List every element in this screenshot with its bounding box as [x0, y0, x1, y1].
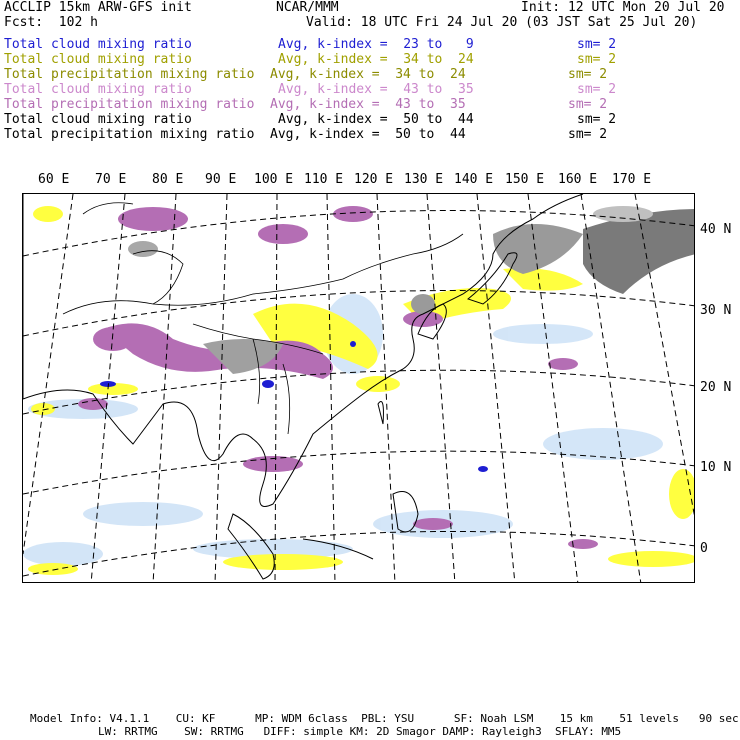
- model-info-line2: LW: RRTMG SW: RRTMG DIFF: simple KM: 2D Smagor DAMP: Rayleigh3 SFLAY: MM5: [98, 725, 622, 738]
- legend-avg: Avg, k-index = 34 to 24: [278, 52, 474, 67]
- lon-label: 170 E: [612, 172, 652, 187]
- lon-label: 160 E: [558, 172, 598, 187]
- model-title: ACCLIP 15km ARW-GFS init: [4, 0, 192, 15]
- lon-label: 130 E: [404, 172, 444, 187]
- lon-label: 60 E: [38, 172, 70, 187]
- legend-avg: Avg, k-index = 50 to 44: [270, 127, 466, 142]
- lon-label: 80 E: [152, 172, 184, 187]
- lat-label: 20 N: [700, 380, 732, 395]
- lat-label: 30 N: [700, 303, 732, 318]
- valid-time: Valid: 18 UTC Fri 24 Jul 20 (03 JST Sat 25 Jul 20): [306, 15, 698, 30]
- legend-avg: Avg, k-index = 34 to 24: [270, 67, 466, 82]
- legend-sm: sm= 2: [577, 82, 617, 97]
- lon-label: 100 E: [254, 172, 294, 187]
- legend-name: Total cloud mixing ratio: [4, 52, 192, 67]
- lat-label: 40 N: [700, 222, 732, 237]
- legend-sm: sm= 2: [577, 52, 617, 67]
- org-title: NCAR/MMM: [276, 0, 339, 15]
- legend-avg: Avg, k-index = 50 to 44: [278, 112, 474, 127]
- legend-name: Total precipitation mixing ratio: [4, 67, 255, 82]
- legend-sm: sm= 2: [577, 37, 617, 52]
- lat-label: 0: [700, 541, 708, 556]
- legend-name: Total cloud mixing ratio: [4, 37, 192, 52]
- lon-label: 110 E: [304, 172, 344, 187]
- lon-label: 70 E: [95, 172, 127, 187]
- legend-name: Total cloud mixing ratio: [4, 112, 192, 127]
- lon-label: 90 E: [205, 172, 237, 187]
- init-time: Init: 12 UTC Mon 20 Jul 20: [521, 0, 725, 15]
- model-info-line1: Model Info: V4.1.1 CU: KF MP: WDM 6class PBL: YSU SF: Noah LSM 15 km 51 levels 90 sec: [30, 712, 739, 725]
- legend-sm: sm= 2: [568, 97, 608, 112]
- cloud-deep-field: [128, 206, 695, 374]
- map-panel: [22, 193, 695, 583]
- legend-sm: sm= 2: [577, 112, 617, 127]
- map-canvas: [23, 194, 695, 583]
- lon-label: 150 E: [505, 172, 545, 187]
- legend-avg: Avg, k-index = 43 to 35: [270, 97, 466, 112]
- forecast-hour: Fcst: 102 h: [4, 15, 98, 30]
- legend-name: Total precipitation mixing ratio: [4, 97, 255, 112]
- legend-name: Total precipitation mixing ratio: [4, 127, 255, 142]
- legend-avg: Avg, k-index = 43 to 35: [278, 82, 474, 97]
- legend-name: Total cloud mixing ratio: [4, 82, 192, 97]
- lon-label: 120 E: [354, 172, 394, 187]
- lat-label: 10 N: [700, 460, 732, 475]
- lon-label: 140 E: [454, 172, 494, 187]
- legend-sm: sm= 2: [568, 127, 608, 142]
- legend-sm: sm= 2: [568, 67, 608, 82]
- legend-avg: Avg, k-index = 23 to 9: [278, 37, 474, 52]
